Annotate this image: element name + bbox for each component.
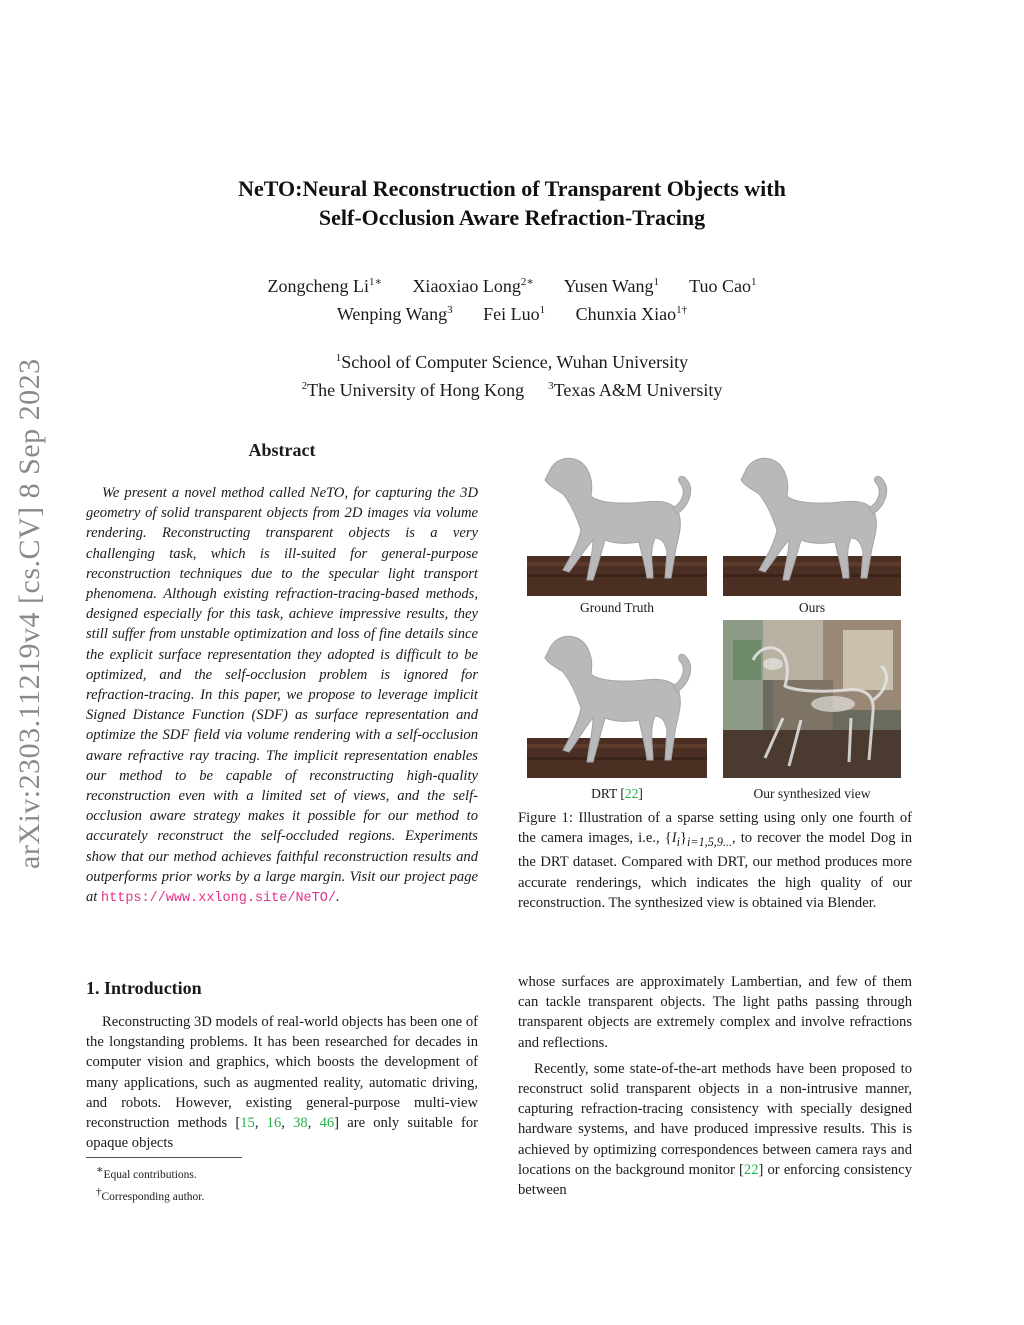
affil-mark: 2 bbox=[301, 380, 308, 392]
affiliation: Texas A&M University bbox=[553, 380, 723, 400]
affiliation: The University of Hong Kong bbox=[307, 380, 525, 400]
author-affil-mark: 1 bbox=[653, 276, 659, 288]
label-drt: DRT [22] bbox=[591, 786, 643, 801]
author-affil-mark: 1 bbox=[751, 276, 757, 288]
author-name: Chunxia Xiao bbox=[575, 304, 677, 324]
author-name: Xiaoxiao Long bbox=[412, 276, 521, 296]
figure-synthesized-view bbox=[723, 620, 901, 778]
author-name: Wenping Wang bbox=[336, 304, 448, 324]
footnote-equal-contrib: Equal contributions. bbox=[103, 1168, 197, 1181]
affil-mark: 3 bbox=[548, 380, 554, 392]
abstract-heading: Abstract bbox=[248, 440, 316, 460]
figure-ground-truth bbox=[527, 444, 707, 596]
figure-drt bbox=[527, 620, 707, 778]
author-list bbox=[0, 270, 1024, 326]
section-heading-introduction: 1. Introduction bbox=[86, 978, 202, 998]
affiliation-list bbox=[0, 346, 1024, 402]
author-affil-mark: 1 bbox=[539, 304, 546, 316]
label-synthesized-view: Our synthesized view bbox=[753, 786, 871, 801]
title-line-1: NeTO:Neural Reconstruction of Transparent Objects with bbox=[238, 176, 786, 201]
arxiv-sidebar-stamp: arXiv:2303.11219v4 [cs.CV] 8 Sep 2023 bbox=[13, 358, 46, 869]
citation-link[interactable]: 22 bbox=[624, 786, 639, 801]
title-line-2: Self-Occlusion Aware Refraction-Tracing bbox=[318, 205, 706, 230]
intro-paragraph-1: Reconstructing 3D models of real-world objects has been one of the longstanding problems. It has been researched for decades in computer vision and graphics, which boosts the development of many applications, such as augmented reality, automatic driving, and robots. However, existing general-purpose multi-view reconstruction methods [15, 16, 38, 46] are only suitable for opaque objects bbox=[86, 1014, 479, 1152]
author-name: Fei Luo bbox=[483, 304, 540, 324]
citation-link[interactable]: 38 bbox=[293, 1115, 308, 1132]
author-name: Tuo Cao bbox=[689, 276, 752, 296]
figure-ours bbox=[723, 444, 901, 596]
citation-link[interactable]: 46 bbox=[319, 1115, 335, 1132]
footnote-rule bbox=[86, 1157, 242, 1158]
label-drt-text: DRT bbox=[591, 786, 618, 801]
author-affil-mark: 2∗ bbox=[520, 276, 534, 288]
citation-link[interactable]: 15 bbox=[240, 1115, 255, 1132]
affil-mark: 1 bbox=[335, 352, 342, 364]
abstract-text: We present a novel method called NeTO, for capturing the 3D geometry of solid transparent objects from 2D images via volume rendering. Reconstructing transparent objects is a very challenging task, which is ill-suited for general-purpose reconstruction techniques due to the specular light transport phenomena. Although existing refraction-tracing-based methods, designed especially for this task, achieve impressive results, they still suffer from unstable optimization and loss of fine details since the explicit surface representation they adopted is difficult to be optimized, and the self-occlusion problem is ignored for refraction-tracing. In this paper, we propose to leverage implicit Signed Distance Function (SDF) as surface representation and optimize the SDF field via volume rendering with a self-occlusion aware refractive ray tracing. The implicit representation enables our method to be capable of reconstructing high-quality reconstruction even with a limited set of views, and the self-occlusion aware strategy makes it possible for our method to accurately reconstruct the self-occluded regions. Experiments show that our method achieves faithful reconstruction results and outperforms prior works by a large margin. Visit our project page at bbox=[86, 485, 478, 906]
intro-paragraph-2: Recently, some state-of-the-art methods have been proposed to reconstruct solid transparent objects in a non-intrusive manner, capturing refraction-tracing consistency with specially designed hardware systems, and have produced impressive results. This is achieved by optimizing correspondences between camera rays and locations on the background monitor [22] or enforcing consistency between bbox=[518, 1060, 912, 1199]
intro-paragraph-continued: whose surfaces are approximately Lambertian, and few of them can tackle transparent objects. The light paths passing through transparent objects are extremely complex and involve refractions and reflections. bbox=[518, 974, 912, 1051]
citation-link[interactable]: 16 bbox=[266, 1115, 282, 1132]
author-affil-mark: 3 bbox=[447, 304, 453, 316]
label-ground-truth: Ground Truth bbox=[580, 600, 654, 615]
paper-title bbox=[0, 174, 1024, 232]
abstract-body: We present a novel method called NeTO, for capturing the 3D geometry of solid transparent objects from 2D images via volume rendering. Reconstructing transparent objects is a very challenging task, which is ill-suited for general-purpose reconstruction techniques due to the specular light transport phenomena. Although existing refraction-tracing-based methods, designed especially for this task, achieve impressive results, they still suffer from unstable optimization and loss of fine details since the explicit surface representation they adopted is difficult to be optimized, and the self-occlusion problem is ignored for refraction-tracing. In this paper, we propose to leverage implicit Signed Distance Function (SDF) as surface representation and optimize the SDF field via volume rendering with a self-occlusion aware refractive ray tracing. The implicit representation enables our method to be capable of reconstructing high-quality reconstruction even with a limited set of views, and the self-occlusion aware strategy makes it possible for our method to accurately reconstruct the self-occluded regions. Experiments show that our method achieves faithful reconstruction results and outperforms prior works by a large margin. Visit our project page at https://www.xxlong.site/NeTO/. bbox=[86, 485, 478, 907]
intro-right-column bbox=[518, 972, 912, 1200]
footnote-corresponding: Corresponding author. bbox=[101, 1190, 205, 1203]
label-ours: Ours bbox=[798, 600, 826, 615]
author-name: Yusen Wang bbox=[563, 276, 654, 296]
figure-caption: Figure 1: Illustration of a sparse setting using only one fourth of the camera images, i.e., $\{I_i\}_{i=1,5,9...}$, to recover the model Dog in the DRT dataset. Compared with DRT, our method produces more accurate renderings, which indicates the high quality of our reconstruction. The synthesized view is obtained via Blender. bbox=[518, 810, 912, 911]
project-page-link[interactable]: https://www.xxlong.site/NeTO/ bbox=[101, 891, 336, 907]
author-name: Zongcheng Li bbox=[267, 276, 369, 296]
citation-link[interactable]: 22 bbox=[743, 1161, 759, 1178]
author-affil-mark: 1∗ bbox=[368, 276, 382, 288]
footnotes: ∗Equal contributions. †Corresponding author. bbox=[96, 1164, 205, 1203]
author-affil-mark: 1† bbox=[676, 304, 688, 316]
affiliation: School of Computer Science, Wuhan University bbox=[341, 352, 689, 372]
